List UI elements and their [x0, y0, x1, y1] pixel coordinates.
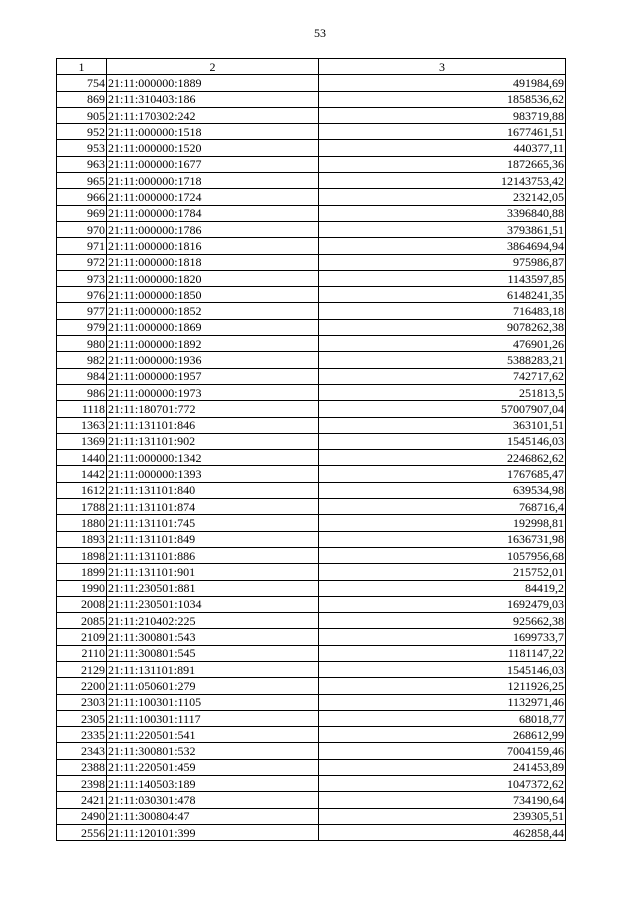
value-cell: 1677461,51 — [319, 124, 566, 140]
value-cell: 1545146,03 — [319, 433, 566, 449]
cadastral-number-cell: 21:11:140503:189 — [107, 776, 319, 792]
cadastral-number-cell: 21:11:000000:1852 — [107, 303, 319, 319]
table-row — [57, 678, 566, 694]
row-number-cell: 1880 — [57, 515, 107, 531]
value-cell: 1699733,7 — [319, 629, 566, 645]
value-cell: 734190,64 — [319, 792, 566, 808]
table-row — [57, 205, 566, 221]
table-row — [57, 303, 566, 319]
table-row — [57, 384, 566, 400]
value-cell: 716483,18 — [319, 303, 566, 319]
row-number-cell: 952 — [57, 124, 107, 140]
value-cell: 3396840,88 — [319, 205, 566, 221]
table-row — [57, 629, 566, 645]
cadastral-number-cell: 21:11:000000:1520 — [107, 140, 319, 156]
cadastral-number-cell: 21:11:000000:1518 — [107, 124, 319, 140]
cadastral-number-cell: 21:11:300804:47 — [107, 808, 319, 824]
table-row — [57, 515, 566, 531]
value-cell: 9078262,38 — [319, 319, 566, 335]
table-row — [57, 792, 566, 808]
value-cell: 768716,4 — [319, 499, 566, 515]
column-header-3: 3 — [319, 59, 566, 75]
table-row — [57, 499, 566, 515]
value-cell: 1545146,03 — [319, 661, 566, 677]
value-cell: 239305,51 — [319, 808, 566, 824]
page-number: 53 — [314, 26, 326, 40]
row-number-cell: 2490 — [57, 808, 107, 824]
row-number-cell: 2343 — [57, 743, 107, 759]
row-number-cell: 1440 — [57, 450, 107, 466]
table-row — [57, 124, 566, 140]
cadastral-number-cell: 21:11:050601:279 — [107, 678, 319, 694]
cadastral-number-cell: 21:11:180701:772 — [107, 401, 319, 417]
table-row — [57, 91, 566, 107]
row-number-cell: 2200 — [57, 678, 107, 694]
value-cell: 975986,87 — [319, 254, 566, 270]
table-row — [57, 319, 566, 335]
table-row — [57, 450, 566, 466]
value-cell: 983719,88 — [319, 107, 566, 123]
table-row — [57, 824, 566, 840]
row-number-cell: 1363 — [57, 417, 107, 433]
table-row — [57, 694, 566, 710]
row-number-cell: 2421 — [57, 792, 107, 808]
table-row — [57, 482, 566, 498]
table-row — [57, 336, 566, 352]
table-row — [57, 743, 566, 759]
cadastral-number-cell: 21:11:000000:1818 — [107, 254, 319, 270]
cadastral-number-cell: 21:11:131101:745 — [107, 515, 319, 531]
table-row — [57, 254, 566, 270]
table-row — [57, 221, 566, 237]
value-cell: 1767685,47 — [319, 466, 566, 482]
cadastral-number-cell: 21:11:100301:1105 — [107, 694, 319, 710]
value-cell: 925662,38 — [319, 613, 566, 629]
table-row — [57, 140, 566, 156]
row-number-cell: 2398 — [57, 776, 107, 792]
cadastral-number-cell: 21:11:000000:1892 — [107, 336, 319, 352]
cadastral-number-cell: 21:11:000000:1677 — [107, 156, 319, 172]
table-row — [57, 596, 566, 612]
table-row — [57, 368, 566, 384]
value-cell: 251813,5 — [319, 384, 566, 400]
table-row — [57, 580, 566, 596]
row-number-cell: 869 — [57, 91, 107, 107]
cadastral-number-cell: 21:11:131101:891 — [107, 661, 319, 677]
value-cell: 440377,11 — [319, 140, 566, 156]
cadastral-number-cell: 21:11:000000:1393 — [107, 466, 319, 482]
cadastral-number-cell: 21:11:000000:1820 — [107, 270, 319, 286]
value-cell: 268612,99 — [319, 727, 566, 743]
row-number-cell: 971 — [57, 238, 107, 254]
row-number-cell: 966 — [57, 189, 107, 205]
row-number-cell: 905 — [57, 107, 107, 123]
row-number-cell: 973 — [57, 270, 107, 286]
table-row — [57, 433, 566, 449]
row-number-cell: 754 — [57, 75, 107, 91]
table-row — [57, 401, 566, 417]
row-number-cell: 969 — [57, 205, 107, 221]
row-number-cell: 2305 — [57, 710, 107, 726]
value-cell: 5388283,21 — [319, 352, 566, 368]
row-number-cell: 1788 — [57, 499, 107, 515]
value-cell: 1047372,62 — [319, 776, 566, 792]
table-row — [57, 613, 566, 629]
value-cell: 1872665,36 — [319, 156, 566, 172]
row-number-cell: 970 — [57, 221, 107, 237]
cadastral-number-cell: 21:11:220501:541 — [107, 727, 319, 743]
table-row — [57, 531, 566, 547]
row-number-cell: 1118 — [57, 401, 107, 417]
row-number-cell: 2335 — [57, 727, 107, 743]
row-number-cell: 982 — [57, 352, 107, 368]
row-number-cell: 977 — [57, 303, 107, 319]
row-number-cell: 1990 — [57, 580, 107, 596]
value-cell: 241453,89 — [319, 759, 566, 775]
value-cell: 1132971,46 — [319, 694, 566, 710]
cadastral-number-cell: 21:11:210402:225 — [107, 613, 319, 629]
cadastral-number-cell: 21:11:000000:1869 — [107, 319, 319, 335]
cadastral-number-cell: 21:11:100301:1117 — [107, 710, 319, 726]
cadastral-number-cell: 21:11:230501:881 — [107, 580, 319, 596]
cadastral-number-cell: 21:11:131101:901 — [107, 564, 319, 580]
row-number-cell: 1899 — [57, 564, 107, 580]
table-row — [57, 270, 566, 286]
cadastral-number-cell: 21:11:170302:242 — [107, 107, 319, 123]
table-row — [57, 156, 566, 172]
cadastral-number-cell: 21:11:000000:1850 — [107, 287, 319, 303]
cadastral-number-cell: 21:11:120101:399 — [107, 824, 319, 840]
value-cell: 639534,98 — [319, 482, 566, 498]
cadastral-number-cell: 21:11:220501:459 — [107, 759, 319, 775]
cadastral-number-cell: 21:11:131101:849 — [107, 531, 319, 547]
cadastral-number-cell: 21:11:230501:1034 — [107, 596, 319, 612]
table-row — [57, 547, 566, 563]
row-number-cell: 1442 — [57, 466, 107, 482]
column-header-1: 1 — [57, 59, 107, 75]
table-row — [57, 352, 566, 368]
value-cell: 84419,2 — [319, 580, 566, 596]
cadastral-number-cell: 21:11:131101:886 — [107, 547, 319, 563]
value-cell: 12143753,42 — [319, 173, 566, 189]
row-number-cell: 1893 — [57, 531, 107, 547]
value-cell: 1181147,22 — [319, 645, 566, 661]
table-row — [57, 189, 566, 205]
table-row — [57, 417, 566, 433]
row-number-cell: 1612 — [57, 482, 107, 498]
table-body — [57, 75, 566, 841]
table-row — [57, 107, 566, 123]
row-number-cell: 1898 — [57, 547, 107, 563]
table-row — [57, 710, 566, 726]
value-cell: 1858536,62 — [319, 91, 566, 107]
value-cell: 476901,26 — [319, 336, 566, 352]
table-row — [57, 759, 566, 775]
table-row — [57, 287, 566, 303]
value-cell: 1692479,03 — [319, 596, 566, 612]
row-number-cell: 2085 — [57, 613, 107, 629]
row-number-cell: 965 — [57, 173, 107, 189]
value-cell: 3864694,94 — [319, 238, 566, 254]
value-cell: 363101,51 — [319, 417, 566, 433]
row-number-cell: 2129 — [57, 661, 107, 677]
value-cell: 215752,01 — [319, 564, 566, 580]
value-cell: 68018,77 — [319, 710, 566, 726]
table-row — [57, 238, 566, 254]
table-row — [57, 776, 566, 792]
cadastral-number-cell: 21:11:000000:1957 — [107, 368, 319, 384]
row-number-cell: 963 — [57, 156, 107, 172]
row-number-cell: 980 — [57, 336, 107, 352]
table-row — [57, 173, 566, 189]
value-cell: 57007907,04 — [319, 401, 566, 417]
row-number-cell: 984 — [57, 368, 107, 384]
cadastral-number-cell: 21:11:000000:1342 — [107, 450, 319, 466]
row-number-cell: 953 — [57, 140, 107, 156]
value-cell: 1057956,68 — [319, 547, 566, 563]
cadastral-number-cell: 21:11:131101:874 — [107, 499, 319, 515]
cadastral-number-cell: 21:11:000000:1724 — [107, 189, 319, 205]
row-number-cell: 976 — [57, 287, 107, 303]
cadastral-number-cell: 21:11:131101:840 — [107, 482, 319, 498]
cadastral-number-cell: 21:11:300801:532 — [107, 743, 319, 759]
table-row — [57, 75, 566, 91]
table-row — [57, 727, 566, 743]
row-number-cell: 2303 — [57, 694, 107, 710]
row-number-cell: 972 — [57, 254, 107, 270]
value-cell: 2246862,62 — [319, 450, 566, 466]
cadastral-number-cell: 21:11:300801:543 — [107, 629, 319, 645]
table-row — [57, 564, 566, 580]
value-cell: 462858,44 — [319, 824, 566, 840]
value-cell: 742717,62 — [319, 368, 566, 384]
column-header-2: 2 — [107, 59, 319, 75]
row-number-cell: 2008 — [57, 596, 107, 612]
value-cell: 1211926,25 — [319, 678, 566, 694]
value-cell: 1636731,98 — [319, 531, 566, 547]
row-number-cell: 979 — [57, 319, 107, 335]
value-cell: 491984,69 — [319, 75, 566, 91]
cadastral-number-cell: 21:11:300801:545 — [107, 645, 319, 661]
cadastral-number-cell: 21:11:000000:1889 — [107, 75, 319, 91]
value-cell: 7004159,46 — [319, 743, 566, 759]
row-number-cell: 986 — [57, 384, 107, 400]
row-number-cell: 2556 — [57, 824, 107, 840]
cadastral-number-cell: 21:11:030301:478 — [107, 792, 319, 808]
value-cell: 6148241,35 — [319, 287, 566, 303]
cadastral-number-cell: 21:11:131101:846 — [107, 417, 319, 433]
row-number-cell: 2388 — [57, 759, 107, 775]
value-cell: 192998,81 — [319, 515, 566, 531]
data-table — [56, 58, 566, 841]
row-number-cell: 2109 — [57, 629, 107, 645]
value-cell: 232142,05 — [319, 189, 566, 205]
value-cell: 1143597,85 — [319, 270, 566, 286]
cadastral-number-cell: 21:11:000000:1718 — [107, 173, 319, 189]
cadastral-number-cell: 21:11:000000:1973 — [107, 384, 319, 400]
cadastral-number-cell: 21:11:000000:1936 — [107, 352, 319, 368]
table-row — [57, 645, 566, 661]
row-number-cell: 1369 — [57, 433, 107, 449]
cadastral-number-cell: 21:11:131101:902 — [107, 433, 319, 449]
cadastral-number-cell: 21:11:000000:1786 — [107, 221, 319, 237]
cadastral-number-cell: 21:11:310403:186 — [107, 91, 319, 107]
cadastral-number-cell: 21:11:000000:1784 — [107, 205, 319, 221]
cadastral-number-cell: 21:11:000000:1816 — [107, 238, 319, 254]
table-row — [57, 661, 566, 677]
value-cell: 3793861,51 — [319, 221, 566, 237]
table-header-row — [57, 59, 566, 75]
table-row — [57, 466, 566, 482]
row-number-cell: 2110 — [57, 645, 107, 661]
table-row — [57, 808, 566, 824]
